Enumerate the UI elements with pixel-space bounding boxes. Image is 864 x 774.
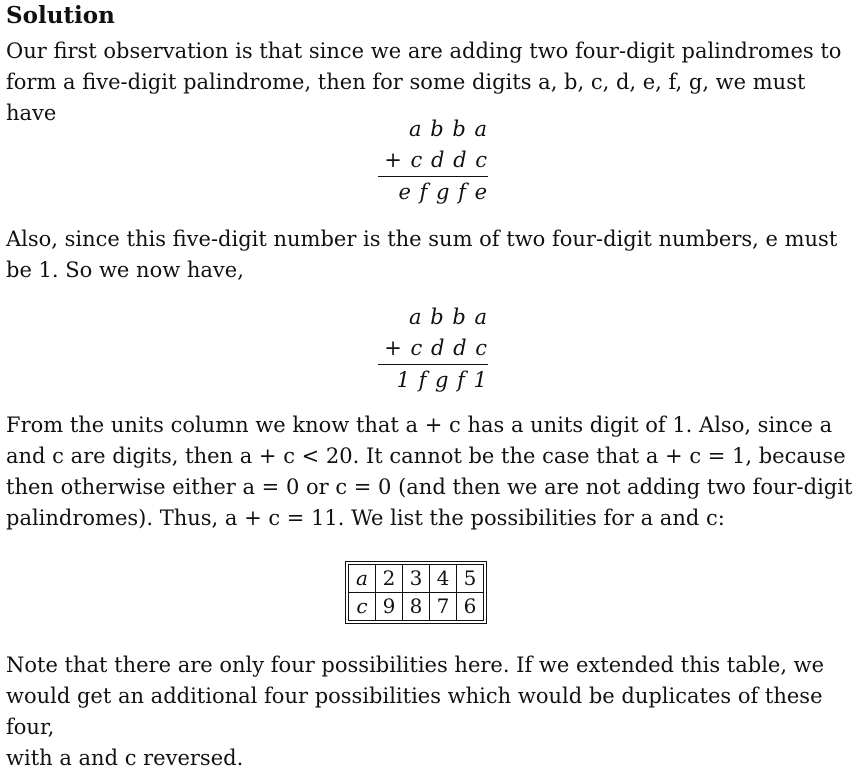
- table-cell: 4: [430, 565, 457, 593]
- paragraph-units-column: From the units column we know that a + c has a units digit of 1. Also, since a and c are digits, then a + c < 20. It cannot be the case that a + c = 1, because then otherwise either a = 0 or c = 0 (and then we are not adding two four-digit palindromes). Thus, a + c = 11. We list the possibilities for a and c:: [6, 413, 853, 530]
- section-heading: Solution: [6, 2, 115, 29]
- addition-stack-specific: [378, 302, 488, 396]
- table-cell: 6: [457, 593, 484, 621]
- addend-1: a b b a: [409, 117, 488, 141]
- table-cell: 9: [376, 593, 403, 621]
- addition-stack-general: [378, 114, 488, 208]
- addend-2: + c d d c: [384, 336, 488, 360]
- table-cell: 8: [403, 593, 430, 621]
- sum-row: e f g f e: [378, 176, 488, 208]
- table-cell: 2: [376, 565, 403, 593]
- paragraph-intro: Our first observation is that since we are adding two four-digit palindromes to form a five-digit palindrome, then for some digits a, b, c, d, e, f, g, we must have: [6, 39, 842, 125]
- table-cell: 5: [457, 565, 484, 593]
- possibilities-table: [348, 564, 484, 621]
- row-label: c: [349, 593, 376, 621]
- paragraph-e-is-one: Also, since this five-digit number is the sum of two four-digit numbers, e must be 1. So we now have,: [6, 227, 838, 282]
- paragraph-note: Note that there are only four possibilities here. If we extended this table, we would get an additional four possibilities which would be duplicates of these four, with a and c reversed.: [6, 653, 825, 770]
- table-row: [349, 593, 484, 621]
- table-cell: 3: [403, 565, 430, 593]
- table-row: [349, 565, 484, 593]
- addend-1: a b b a: [409, 305, 488, 329]
- addend-2: + c d d c: [384, 148, 488, 172]
- sum-row: 1 f g f 1: [378, 364, 488, 396]
- table-cell: 7: [430, 593, 457, 621]
- row-label: a: [349, 565, 376, 593]
